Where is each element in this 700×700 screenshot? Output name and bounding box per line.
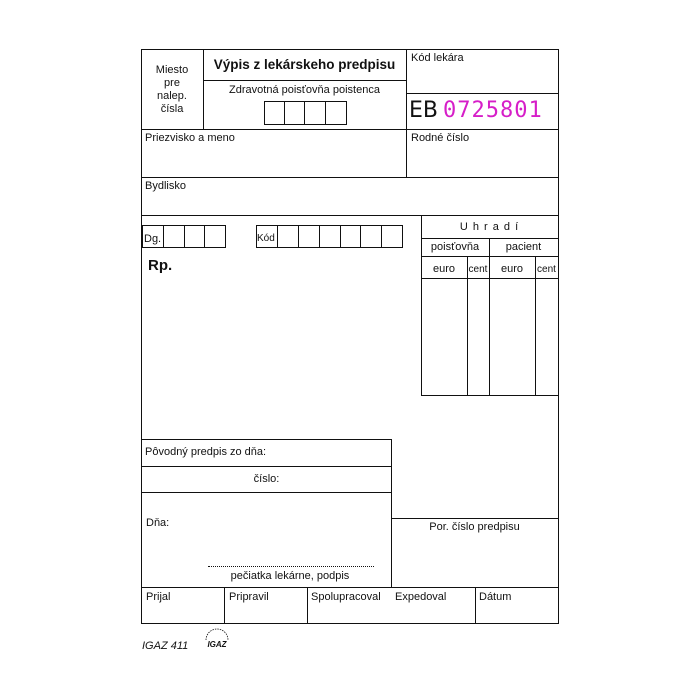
cent-header-1: cent <box>468 264 488 275</box>
povodny-top-line <box>141 439 392 440</box>
kod-box-6[interactable] <box>381 225 403 248</box>
euro-header-2: euro <box>500 263 524 275</box>
sig-divider-1 <box>224 587 225 623</box>
uhradi-cent-2 <box>535 256 536 395</box>
uhradi-mid <box>489 238 490 395</box>
header-divider-2 <box>406 49 407 129</box>
form-title: Výpis z lekárskeho predpisu <box>213 57 396 72</box>
insurance-code-box-2[interactable] <box>284 101 305 125</box>
name-label: Priezvisko a meno <box>145 132 235 144</box>
uhradi-cent-1 <box>467 256 468 395</box>
prescription-number: 0725801 <box>443 98 543 123</box>
miesto-label-4: čísla <box>160 103 184 115</box>
uhradi-bottom-line <box>421 395 558 396</box>
peciatka-label: pečiatka lekárne, podpis <box>230 570 350 582</box>
miesto-label-1: Miesto <box>155 64 189 76</box>
patient-bottom-line <box>141 177 558 178</box>
por-cislo-top-line <box>391 518 558 519</box>
sig-prijal: Prijal <box>146 591 171 603</box>
dna-label: Dňa: <box>146 517 170 529</box>
euro-header-1: euro <box>432 263 456 275</box>
cislo-label: číslo: <box>253 473 280 485</box>
kod-box-5[interactable] <box>360 225 382 248</box>
sig-spolupracoval: Spolupracoval <box>311 591 381 603</box>
signature-dotted-line <box>208 566 374 567</box>
sig-divider-3 <box>475 587 476 623</box>
zdravotna-label: Zdravotná poisťovňa poistenca <box>229 84 380 96</box>
signature-top-line <box>141 587 558 588</box>
insurance-code-box-1[interactable] <box>264 101 285 125</box>
frame-left <box>141 49 142 624</box>
kod-label: Kód <box>257 233 275 244</box>
insurance-code-box-4[interactable] <box>325 101 347 125</box>
eb-prefix: EB <box>409 98 438 123</box>
pacient-header: pacient <box>505 241 542 253</box>
address-label: Bydlisko <box>145 180 186 192</box>
por-cislo-label: Por. číslo predpisu <box>429 521 520 533</box>
miesto-label-3: nalep. <box>157 90 187 102</box>
patient-divider <box>406 129 407 177</box>
address-bottom-line <box>141 215 558 216</box>
cent-header-2: cent <box>537 264 556 275</box>
kod-box-2[interactable] <box>298 225 320 248</box>
uhradi-title: U h r a d í <box>459 221 520 233</box>
povodny-right <box>391 439 392 588</box>
frame-right <box>558 49 559 624</box>
kod-box-3[interactable] <box>319 225 341 248</box>
dg-label: Dg. <box>144 233 162 245</box>
rp-label: Rp. <box>148 257 173 274</box>
insurance-code-box-3[interactable] <box>304 101 326 125</box>
poistovna-header: poisťovňa <box>430 241 480 253</box>
dg-box-1[interactable] <box>163 225 185 248</box>
sig-expedoval: Expedoval <box>395 591 447 603</box>
miesto-label-2: pre <box>164 77 180 89</box>
kod-lekara-label: Kód lekára <box>411 52 464 64</box>
dg-box-3[interactable] <box>204 225 226 248</box>
sig-datum: Dátum <box>479 591 512 603</box>
birth-number-label: Rodné číslo <box>411 132 470 144</box>
title-underline <box>203 80 406 81</box>
kod-box-1[interactable] <box>277 225 299 248</box>
povodny-line-2 <box>141 466 392 467</box>
kod-box-4[interactable] <box>340 225 361 248</box>
sig-pripravil: Pripravil <box>229 591 269 603</box>
form-code: IGAZ 411 <box>142 640 189 652</box>
povodny-label: Pôvodný predpis zo dňa: <box>145 446 267 458</box>
kod-lekara-underline <box>406 93 558 94</box>
frame-bottom <box>141 623 559 624</box>
igaz-logo-icon <box>200 626 234 652</box>
dg-box-2[interactable] <box>184 225 205 248</box>
header-bottom-line <box>141 129 558 130</box>
igaz-logo-text: IGAZ <box>207 640 227 649</box>
povodny-line-3 <box>141 492 392 493</box>
sig-divider-2 <box>307 587 308 623</box>
